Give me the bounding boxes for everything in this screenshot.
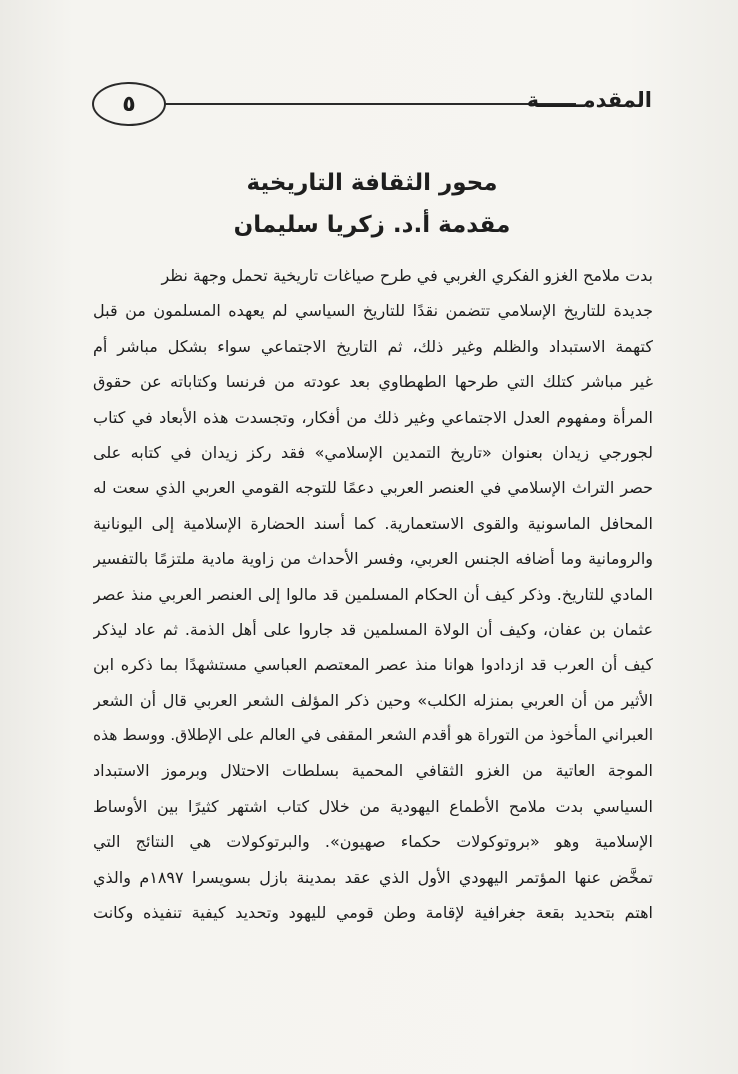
text-line: غير مباشر كتلك التي طرحها الطهطاوي بعد عودته من فرنسا وكتاباته عن حقوق [93,372,653,392]
text-line: لجورجي زيدان بعنوان «تاريخ التمدين الإسلامي» فقد ركز زيدان في كتابه على [93,442,653,462]
text-line: كيف أن العرب قد ازدادوا هوانا منذ عصر المعتصم العباسي مستشهدًا بما ذكره ابن [93,655,653,675]
text-line: السياسي بدت ملامح الأطماع اليهودية من خلال كتاب اشتهر كثيرًا بين الأوساط [93,796,653,816]
text-line: المادي للتاريخ. وذكر كيف أن الحكام المسلمين قد مالوا إلى العنصر العربي منذ عصر [93,584,653,604]
text-line: عثمان بن عفان، وكيف أن الولاة المسلمين قد جاروا على أهل الذمة. ثم عاد ليذكر [93,619,653,639]
page-subheading: مقدمة أ.د. زكريا سليمان [233,212,511,238]
page-number: ٥ [92,82,166,126]
text-line: المرأة ومفهوم العدل الاجتماعي وغير ذلك من أفكار، وتجسدت هذه الأبعاد في كتاب [93,407,653,427]
text-line: والرومانية وما أضافه الجنس العربي، وفسر الأحداث من زاوية مادية ملتزمًا بالتفسير [93,549,653,569]
text-line: تمخَّض عنها المؤتمر اليهودي الأول الذي عقد بمدينة بازل بسويسرا ١٨٩٧م والذي [93,867,653,887]
text-line: العبراني المأخوذ من التوراة هو أقدم الشعر المقفى في العالم على الإطلاق. ووسط هذه [93,726,653,745]
header-rule [164,103,576,105]
page-header [92,82,652,130]
text-line: الأثير من أن العربي بمنزله الكلب» وحين ذكر المؤلف الشعر العربي قال أن الشعر [93,690,653,710]
text-line: حصر التراث الإسلامي في العنصر العربي دعمًا للتوجه القومي العربي الذي سعت له [93,478,653,498]
text-line: المحافل الماسونية والقوى الاستعمارية. كما أسند الحضارة الإسلامية إلى اليونانية [93,513,653,533]
text-line: اهتم بتحديد بقعة جغرافية لإقامة وطن قومي لليهود وتحديد كيفية تنفيذه وكانت [93,903,653,923]
page-heading: محور الثقافة التاريخية [246,170,498,196]
text-line: الموجة العاتية من الغزو الثقافي المحمية بسلطات الاحتلال وبرموز الاستبداد [93,761,653,781]
text-line: الإسلامية وهو «بروتوكولات حكماء صهيون». والبرتوكولات هي النتائج التي [93,832,653,852]
body-text [93,258,653,930]
text-line: كتهمة الاستبداد والظلم وغير ذلك، ثم التاريخ الاجتماعي سواء بشكل مباشر أم [93,336,653,356]
section-title: المقدمــــــة [526,88,652,112]
text-line: جديدة للتاريخ الإسلامي تتضمن نقدًا للتاريخ السياسي لم يعهده المسلمون من قبل [93,301,653,321]
text-line: بدت ملامح الغزو الفكري الغربي في طرح صياغات تاريخية تحمل وجهة نظر [161,266,653,285]
